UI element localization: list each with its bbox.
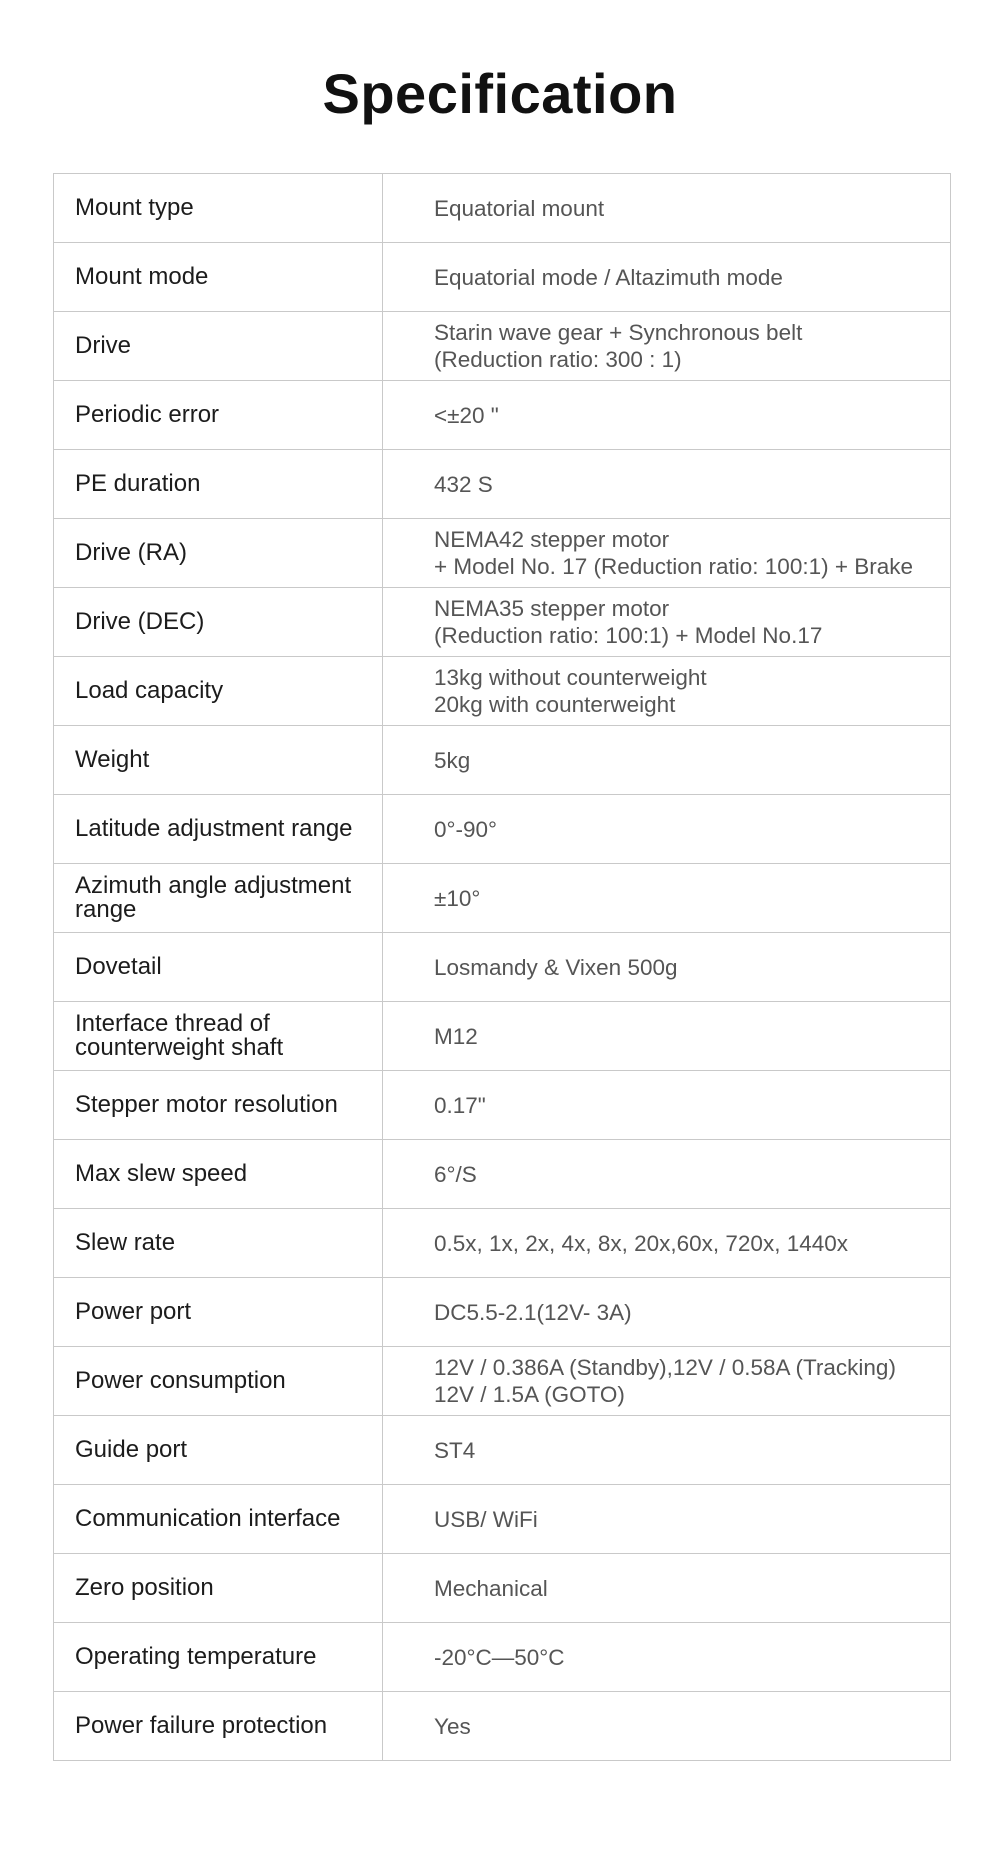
spec-label: Communication interface bbox=[54, 1485, 383, 1554]
spec-row bbox=[54, 1002, 951, 1071]
spec-label: Latitude adjustment range bbox=[54, 795, 383, 864]
spec-value bbox=[383, 795, 951, 864]
spec-label: Slew rate bbox=[54, 1209, 383, 1278]
spec-label: Dovetail bbox=[54, 933, 383, 1002]
spec-value bbox=[383, 1623, 951, 1692]
spec-table-body bbox=[54, 174, 951, 1761]
spec-label: Mount mode bbox=[54, 243, 383, 312]
spec-value bbox=[383, 933, 951, 1002]
spec-value bbox=[383, 450, 951, 519]
spec-value bbox=[383, 1416, 951, 1485]
spec-value bbox=[383, 1140, 951, 1209]
spec-row bbox=[54, 519, 951, 588]
spec-row bbox=[54, 1278, 951, 1347]
spec-value-line: (Reduction ratio: 100:1) + Model No.17 bbox=[434, 623, 823, 648]
spec-label: Guide port bbox=[54, 1416, 383, 1485]
spec-value bbox=[383, 1071, 951, 1140]
spec-row bbox=[54, 1347, 951, 1416]
spec-row bbox=[54, 1071, 951, 1140]
spec-value bbox=[383, 174, 951, 243]
spec-value-line: 0°-90° bbox=[434, 816, 498, 842]
spec-value-line: ST4 bbox=[434, 1437, 476, 1463]
spec-row bbox=[54, 795, 951, 864]
spec-value-line: 432 S bbox=[434, 471, 493, 497]
spec-value bbox=[383, 1554, 951, 1623]
spec-row bbox=[54, 864, 951, 933]
spec-value bbox=[383, 1002, 951, 1071]
spec-row bbox=[54, 450, 951, 519]
page-title: Specification bbox=[322, 62, 678, 125]
spec-value-line: Mechanical bbox=[434, 1575, 548, 1601]
spec-value-line: 13kg without counterweight bbox=[434, 665, 707, 690]
spec-label: Zero position bbox=[54, 1554, 383, 1623]
spec-row bbox=[54, 726, 951, 795]
spec-value bbox=[383, 588, 951, 657]
spec-label: Load capacity bbox=[54, 657, 383, 726]
spec-label: Azimuth angle adjustment range bbox=[54, 864, 383, 933]
spec-value bbox=[383, 1209, 951, 1278]
spec-value-line: 20kg with counterweight bbox=[434, 692, 676, 717]
spec-value-line: 12V / 0.386A (Standby),12V / 0.58A (Tracking) bbox=[434, 1355, 896, 1380]
spec-row bbox=[54, 1485, 951, 1554]
spec-label: Operating temperature bbox=[54, 1623, 383, 1692]
spec-value-line: USB/ WiFi bbox=[434, 1506, 538, 1532]
spec-label: Weight bbox=[54, 726, 383, 795]
spec-row bbox=[54, 1416, 951, 1485]
spec-row bbox=[54, 588, 951, 657]
spec-value-line: Equatorial mount bbox=[434, 195, 605, 221]
spec-label: Power consumption bbox=[54, 1347, 383, 1416]
spec-value-line: Starin wave gear + Synchronous belt bbox=[434, 320, 803, 345]
spec-label: Max slew speed bbox=[54, 1140, 383, 1209]
spec-value-line: Losmandy & Vixen 500g bbox=[434, 954, 678, 980]
spec-row bbox=[54, 312, 951, 381]
spec-value bbox=[383, 312, 951, 381]
spec-value-line: 5kg bbox=[434, 747, 471, 773]
spec-row bbox=[54, 381, 951, 450]
spec-row bbox=[54, 933, 951, 1002]
spec-value bbox=[383, 726, 951, 795]
spec-value-line: Yes bbox=[434, 1713, 471, 1739]
spec-value-line: M12 bbox=[434, 1023, 478, 1049]
spec-value-line: Equatorial mode / Altazimuth mode bbox=[434, 264, 783, 290]
spec-value bbox=[383, 1347, 951, 1416]
spec-row bbox=[54, 657, 951, 726]
spec-value bbox=[383, 1485, 951, 1554]
spec-value-line: DC5.5-2.1(12V- 3A) bbox=[434, 1299, 632, 1325]
spec-row bbox=[54, 1554, 951, 1623]
spec-row bbox=[54, 1692, 951, 1761]
spec-label: Periodic error bbox=[54, 381, 383, 450]
spec-value bbox=[383, 1278, 951, 1347]
spec-row bbox=[54, 1209, 951, 1278]
spec-label: Power failure protection bbox=[54, 1692, 383, 1761]
spec-label: Mount type bbox=[54, 174, 383, 243]
spec-label: PE duration bbox=[54, 450, 383, 519]
spec-value bbox=[383, 381, 951, 450]
spec-label: Drive (DEC) bbox=[54, 588, 383, 657]
spec-label: Power port bbox=[54, 1278, 383, 1347]
spec-value-line: 6°/S bbox=[434, 1161, 477, 1187]
spec-value bbox=[383, 243, 951, 312]
spec-value-line: 0.5x, 1x, 2x, 4x, 8x, 20x,60x, 720x, 1440x bbox=[434, 1230, 848, 1256]
spec-value-line: 0.17" bbox=[434, 1092, 486, 1118]
spec-row bbox=[54, 174, 951, 243]
spec-value-line: NEMA35 stepper motor bbox=[434, 596, 670, 621]
spec-value-line: NEMA42 stepper motor bbox=[434, 527, 670, 552]
spec-label: Interface thread of counterweight shaft bbox=[54, 1002, 383, 1071]
spec-table bbox=[53, 173, 951, 1761]
spec-value bbox=[383, 657, 951, 726]
spec-value-line: + Model No. 17 (Reduction ratio: 100:1) + Brake bbox=[434, 554, 914, 579]
spec-row bbox=[54, 243, 951, 312]
spec-label: Drive bbox=[54, 312, 383, 381]
spec-value-line: 12V / 1.5A (GOTO) bbox=[434, 1382, 625, 1407]
spec-value bbox=[383, 1692, 951, 1761]
spec-value bbox=[383, 519, 951, 588]
spec-value-line: (Reduction ratio: 300 : 1) bbox=[434, 347, 682, 372]
spec-value-line: ±10° bbox=[434, 885, 481, 911]
spec-value-line: -20°C—50°C bbox=[434, 1644, 565, 1670]
spec-label: Drive (RA) bbox=[54, 519, 383, 588]
spec-row bbox=[54, 1140, 951, 1209]
spec-row bbox=[54, 1623, 951, 1692]
spec-value bbox=[383, 864, 951, 933]
spec-label: Stepper motor resolution bbox=[54, 1071, 383, 1140]
spec-value-line: <±20 " bbox=[434, 402, 499, 428]
